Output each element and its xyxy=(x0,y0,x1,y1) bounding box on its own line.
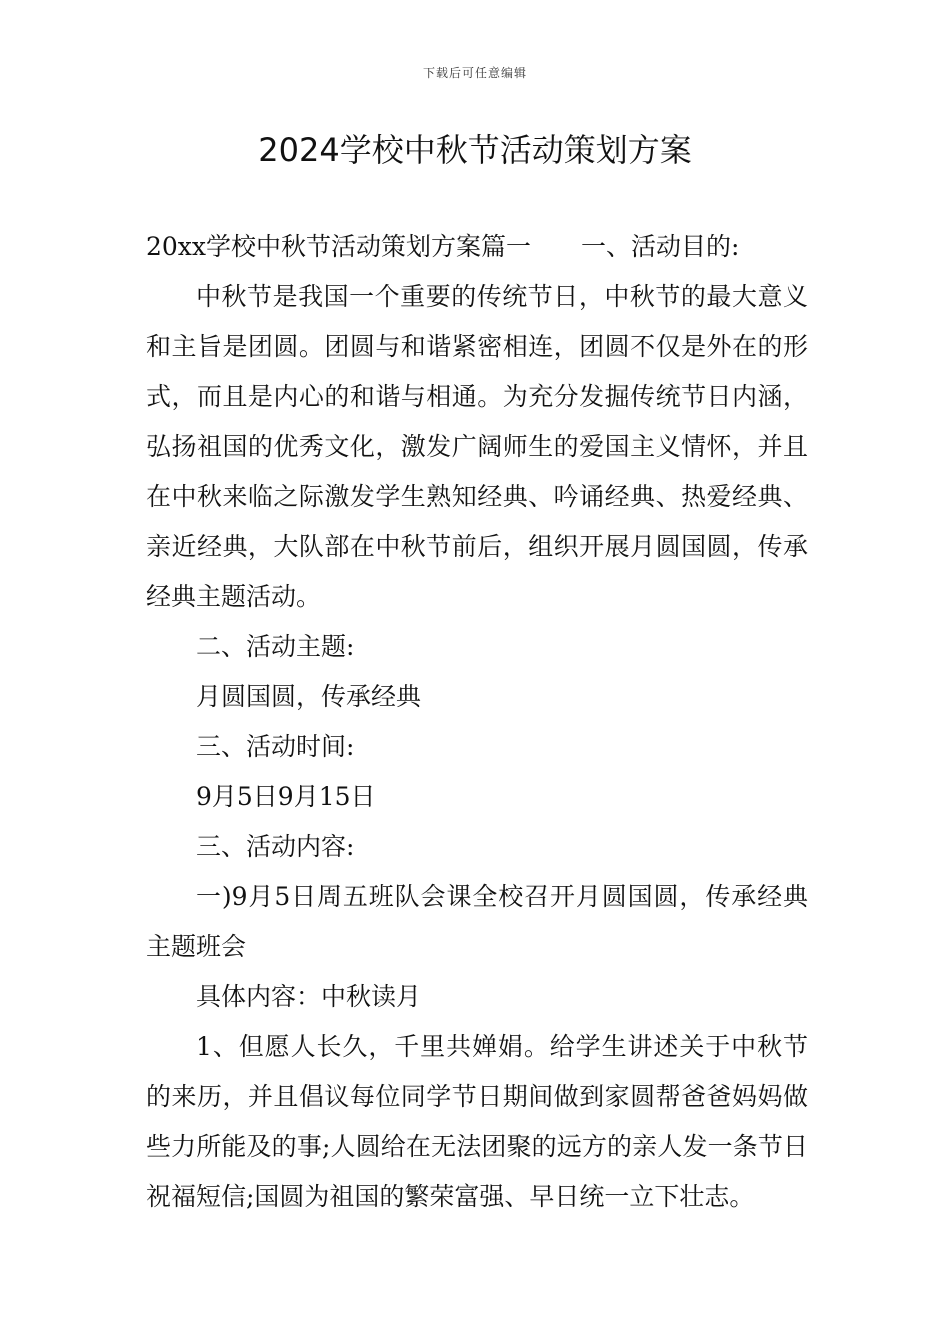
document-title: 2024学校中秋节活动策划方案 xyxy=(258,131,692,169)
document-body xyxy=(146,222,808,1222)
paragraph-purpose: 中秋节是我国一个重要的传统节日，中秋节的最大意义和主旨是团圆。团圆与和谐紧密相连，团圆不仅是外在的形式，而且是内心的和谐与相通。为充分发掘传统节日内涵，弘扬祖国的优秀文化，激发广阔师生的爱国主义情怀，并且在中秋来临之际激发学生熟知经典、吟诵经典、热爱经典、亲近经典，大队部在中秋节前后，组织开展月圆国圆，传承经典主题活动。 xyxy=(146,282,808,611)
heading-time: 三、活动时间: xyxy=(196,732,355,761)
heading-theme: 二、活动主题: xyxy=(196,632,355,661)
paragraph-item-1: 1、但愿人长久，千里共婵娟。给学生讲述关于中秋节的来历，并且倡议每位同学节日期间做到家圆帮爸爸妈妈做些力所能及的事;人圆给在无法团聚的远方的亲人发一条节日祝福短信;国圆为祖国的繁荣富强、早日统一立下壮志。 xyxy=(146,1032,808,1211)
heading-content: 三、活动内容: xyxy=(196,832,355,861)
paragraph-specific-content: 具体内容：中秋读月 xyxy=(196,982,422,1011)
paragraph-class-meeting: 一)9月5日周五班队会课全校召开月圆国圆，传承经典主题班会 xyxy=(146,882,808,961)
paragraph-time: 9月5日9月15日 xyxy=(196,782,376,811)
header-note: 下载后可任意编辑 xyxy=(422,66,527,80)
paragraph-theme: 月圆国圆，传承经典 xyxy=(196,682,422,711)
paragraph-intro: 20xx学校中秋节活动策划方案篇一 一、活动目的: xyxy=(146,232,740,261)
